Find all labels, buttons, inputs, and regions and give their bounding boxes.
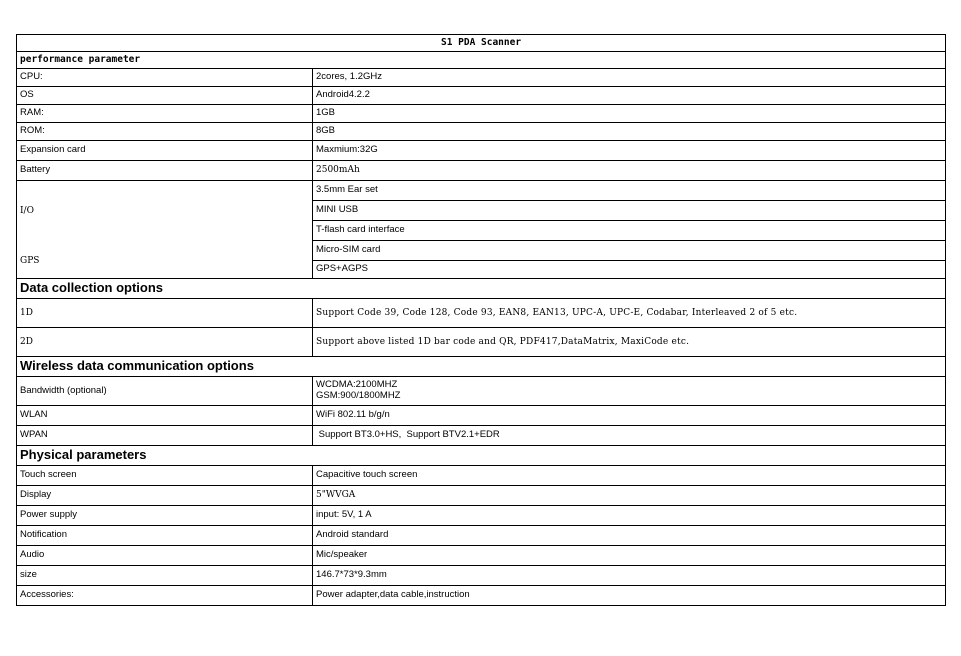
row-label-power: Power supply: [17, 506, 313, 526]
row-label-io-gps: [17, 181, 313, 279]
row-value-2d: Support above listed 1D bar code and QR, PDF417,DataMatrix, MaxiCode etc.: [313, 328, 946, 357]
row-label-wpan: WPAN: [17, 426, 313, 446]
table-row: [17, 546, 946, 566]
row-value-io-1: 3.5mm Ear set: [313, 181, 946, 201]
table-row: [17, 377, 946, 406]
section-physical: Physical parameters: [17, 446, 946, 466]
row-label-battery: Battery: [17, 161, 313, 181]
row-value-gps: GPS+AGPS: [313, 261, 946, 279]
section-row: [17, 52, 946, 69]
section-row: [17, 279, 946, 299]
section-row: [17, 357, 946, 377]
table-row: [17, 123, 946, 141]
bandwidth-gsm: GSM:900/1800MHZ: [316, 390, 401, 401]
row-label-bandwidth: Bandwidth (optional): [17, 377, 313, 406]
section-row: [17, 446, 946, 466]
row-label-display: Display: [17, 486, 313, 506]
table-row: [17, 328, 946, 357]
table-row: [17, 466, 946, 486]
table-row: [17, 105, 946, 123]
row-label-2d: 2D: [17, 328, 313, 357]
section-wireless: Wireless data communication options: [17, 357, 946, 377]
row-value-accessories: Power adapter,data cable,instruction: [313, 586, 946, 606]
table-row: [17, 299, 946, 328]
table-row: [17, 141, 946, 161]
table-row: [17, 526, 946, 546]
row-label-accessories: Accessories:: [17, 586, 313, 606]
table-row: [17, 426, 946, 446]
row-label-touch: Touch screen: [17, 466, 313, 486]
row-value-ram: 1GB: [313, 105, 946, 123]
table-row: [17, 586, 946, 606]
row-value-size: 146.7*73*9.3mm: [313, 566, 946, 586]
row-value-battery: 2500mAh: [313, 161, 946, 181]
row-label-1d: 1D: [17, 299, 313, 328]
row-value-cpu: 2cores, 1.2GHz: [313, 69, 946, 87]
row-value-touch: Capacitive touch screen: [313, 466, 946, 486]
row-value-os: Android4.2.2: [313, 87, 946, 105]
row-value-wpan: Support BT3.0+HS, Support BTV2.1+EDR: [313, 426, 946, 446]
row-value-1d: Support Code 39, Code 128, Code 93, EAN8, EAN13, UPC-A, UPC-E, Codabar, Interleaved 2 of 5 etc.: [313, 299, 946, 328]
row-label-cpu: CPU:: [17, 69, 313, 87]
row-value-notification: Android standard: [313, 526, 946, 546]
row-label-rom: ROM:: [17, 123, 313, 141]
table-row: [17, 506, 946, 526]
row-label-expansion: Expansion card: [17, 141, 313, 161]
row-value-bandwidth: [313, 377, 946, 406]
row-label-size: size: [17, 566, 313, 586]
section-data-collection: Data collection options: [17, 279, 946, 299]
table-row: [17, 566, 946, 586]
table-row: [17, 486, 946, 506]
row-label-io: I/O: [20, 206, 34, 216]
row-value-io-2: MINI USB: [313, 201, 946, 221]
table-title-row: [17, 35, 946, 52]
table-row: [17, 69, 946, 87]
row-label-audio: Audio: [17, 546, 313, 566]
row-label-os: OS: [17, 87, 313, 105]
row-value-io-4: Micro-SIM card: [313, 241, 946, 261]
row-value-io-3: T-flash card interface: [313, 221, 946, 241]
row-label-notification: Notification: [17, 526, 313, 546]
row-value-power: input: 5V, 1 A: [313, 506, 946, 526]
row-value-expansion: Maxmium:32G: [313, 141, 946, 161]
table-row: [17, 406, 946, 426]
bandwidth-wcdma: WCDMA:2100MHZ: [316, 379, 398, 391]
row-label-ram: RAM:: [17, 105, 313, 123]
row-value-audio: Mic/speaker: [313, 546, 946, 566]
row-label-wlan: WLAN: [17, 406, 313, 426]
table-title: S1 PDA Scanner: [17, 35, 946, 52]
table-row: [17, 161, 946, 181]
spec-table: [16, 34, 946, 606]
row-value-display: 5"WVGA: [313, 486, 946, 506]
table-row: [17, 87, 946, 105]
section-performance: performance parameter: [17, 52, 946, 69]
row-value-rom: 8GB: [313, 123, 946, 141]
row-label-gps: GPS: [20, 255, 40, 266]
table-row: [17, 181, 946, 201]
row-value-wlan: WiFi 802.11 b/g/n: [313, 406, 946, 426]
